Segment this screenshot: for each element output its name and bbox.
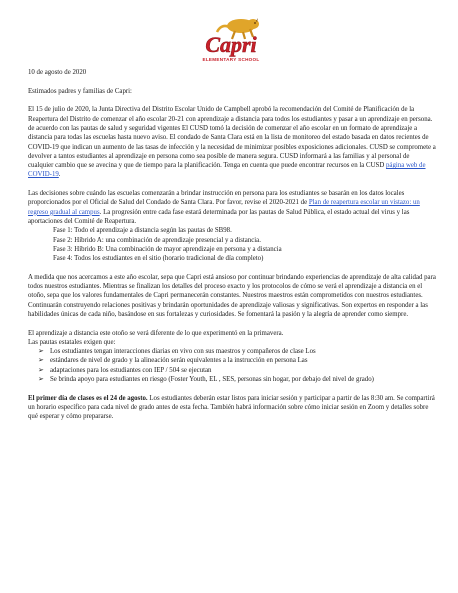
list-item-text: Los estudiantes tengan interacciones diarias en vivo con sus maestros y compañeros de clase Los [50, 348, 316, 356]
capri-wordmark-logo [195, 12, 267, 68]
paragraph-first-day [28, 394, 436, 422]
arrow-bullet-icon: ➢ [38, 366, 44, 374]
paragraph-school-values: A medida que nos acercamos a este año escolar, sepa que Capri está ansioso por continuar brindando experiencias de aprendizaje de alta calidad para todos nuestros estudiantes. Mientras se finalizan los detalles del proceso exacto y los protocolos de cómo se verá el aprendizaje a distancia en el otoño, sepa que los valores fundamentales de Capri permanecerán constantes. Nuestros maestros están comprometidos con nuestros estudiantes. Continuarán construyendo relaciones positivas y brindarán oportunidades de aprendizaje valiosas y significativas. Son expertos en responder a las habilidades únicas de cada niño, basándose en sus fortalezas y curiosidades. Se fomentará la pasión y la alegría de aprender como siempre. [28, 273, 436, 318]
paragraph-end: . La progresión entre cada fase estará determinada por las pautas de Salud Pública, el estado actual del virus y las aportaciones del Comité de Reapertura. [28, 208, 410, 225]
phase-list [28, 226, 436, 263]
list-item [28, 356, 436, 365]
letter-body [28, 68, 436, 421]
covid-webpage-link[interactable]: página web de COVID-19 [28, 162, 426, 179]
phase-item: Fase 2: Híbrido A: una combinación de aprendizaje presencial y a distancia. [53, 236, 261, 244]
paragraph-in-person-decision [28, 189, 436, 226]
distance-learning-note: El aprendizaje a distancia este otoño se verá diferente de lo que experimentó en la primavera. [28, 329, 284, 337]
list-item-text: Se brinda apoyo para estudiantes en riesgo (Foster Youth, EL , SES, personas sin hogar, por debajo del nivel de grado) [50, 375, 374, 383]
first-day-heading: El primer día de clases es el 24 de agosto. [28, 394, 148, 402]
capri-logo [195, 12, 267, 68]
letter-date: 10 de agosto de 2020 [28, 69, 87, 76]
list-item [28, 366, 436, 375]
paragraph-text: Las decisiones sobre cuándo las escuelas comenzarán a brindar instrucción en persona para los estudiantes se basarán en los datos locales proporcionados por el Oficial de Salud del Condado de Santa Clara. Por favor, revise el 2020-2021 de [28, 190, 405, 207]
logo-subtitle: ELEMENTARY SCHOOL [202, 57, 260, 62]
guidelines-list [28, 347, 436, 384]
paragraph-end: . [58, 171, 61, 179]
phase-item: Fase 1: Todo el aprendizaje a distancia según las pautas de SB98. [53, 227, 232, 235]
phase-item: Fase 3: Híbrido B: Una combinación de mayor aprendizaje en persona y a distancia [53, 245, 282, 253]
list-item [28, 347, 436, 356]
greeting: Estimados padres y familias de Capri: [28, 87, 132, 95]
state-guidelines-intro: Las pautas estatales exigen que: [28, 338, 116, 346]
logo-wordmark: Capri [205, 32, 257, 57]
paragraph-reopening-decision [28, 105, 436, 179]
list-item [28, 375, 436, 384]
phase-item: Fase 4: Todos los estudiantes en el sitio (horario tradicional de día completo) [53, 255, 264, 263]
arrow-bullet-icon: ➢ [38, 348, 44, 356]
reopening-plan-link[interactable]: Plan de reapertura escolar un vistazo: un regreso gradual al campus [28, 199, 420, 216]
list-item-text: adaptaciones para los estudiantes con IEP / 504 se ejecutan [50, 366, 212, 374]
arrow-bullet-icon: ➢ [38, 375, 44, 383]
paragraph-text: Los estudiantes deberán estar listos para iniciar sesión y participar a partir de las 8:30 am. Se compartirá un horario específico para cada nivel de grado antes de esta fecha. También habrá información sobre cómo iniciar sesión en Zoom y detalles sobre qué esperar y cómo prepararse. [28, 394, 435, 421]
arrow-bullet-icon: ➢ [38, 357, 44, 365]
list-item-text: estándares de nivel de grado y la alineación serán equivalentes a la instrucción en persona Las [50, 357, 308, 365]
paragraph-text: El 15 de julio de 2020, la Junta Directiva del Distrito Escolar Unido de Campbell aprobó la recomendación del Comité de Planificación de la Reapertura del Distrito de comenzar el año escolar 20-21 con aprendizaje a distancia para todos los estudiantes y pasar a un aprendizaje en persona. de acuerdo con las pautas de salud y seguridad vigentes El CUSD tomó la decisión de comenzar el año escolar en un formato de aprendizaje a distancia para todas las escuelas hasta nuevo aviso. El condado de Santa Clara está en la lista de monitoreo del estado basada en datos recientes de COVID-19 que indican un aumento de las tasas de infección y la necesidad de minimizar posibles exposiciones adicionales. CUSD se compromete a devolver a tantos estudiantes al aprendizaje en persona como sea posible de manera segura. CUSD informará a las familias y al personal de cualquier cambio que se avecina y que de tiempo para la planificación. Tenga en cuenta que puede encontrar recursos en la CUSD [28, 106, 436, 170]
